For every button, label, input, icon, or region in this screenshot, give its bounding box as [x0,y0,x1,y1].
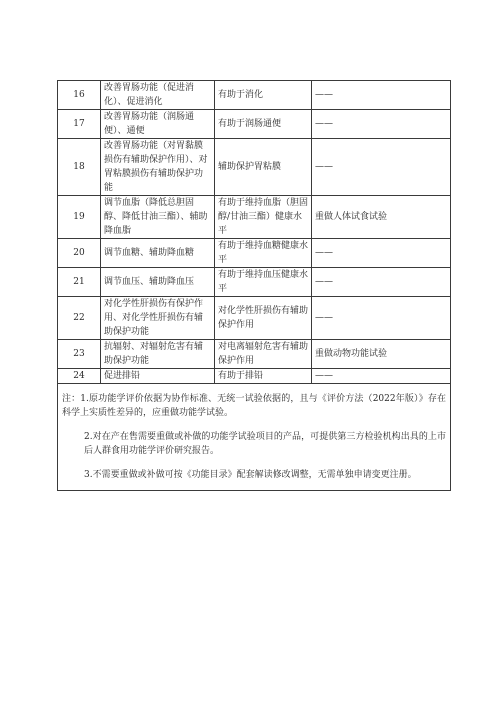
requirement-cell: 重做动物功能试验 [312,340,451,369]
table-row [58,110,451,139]
original-function-cell: 改善胃肠功能（润肠通便）、通便 [101,110,215,139]
requirement-cell: —— [312,239,451,268]
adjusted-function-cell: 有助于维持血糖健康水平 [215,239,312,268]
original-function-cell: 抗辐射、对辐射危害有辅助保护功能 [101,340,215,369]
table-row [58,268,451,297]
requirement-cell: —— [312,297,451,340]
original-function-cell: 调节血脂（降低总胆固醇、降低甘油三酯）、辅助降血脂 [101,196,215,239]
requirement-cell: —— [312,139,451,196]
original-function-cell: 对化学性肝损伤有保护作用、对化学性肝损伤有辅助保护功能 [101,297,215,340]
function-adjustment-table [57,80,451,384]
requirement-cell: —— [312,110,451,139]
table-row [58,81,451,110]
row-number: 17 [58,110,101,139]
requirement-cell: —— [312,81,451,110]
table-row [58,297,451,340]
adjusted-function-cell: 有助于润肠通便 [215,110,312,139]
table-row [58,239,451,268]
table-row [58,196,451,239]
note-3: 3.不需要重做或补做可按《功能目录》配套解读修改调整，无需单独申请变更注册。 [84,470,417,480]
adjusted-function-cell: 有助于消化 [215,81,312,110]
row-number: 16 [58,81,101,110]
row-number: 22 [58,297,101,340]
original-function-cell: 调节血糖、辅助降血糖 [101,239,215,268]
original-function-cell: 促进排铅 [101,369,215,384]
document-page [57,80,451,491]
row-number: 19 [58,196,101,239]
row-number: 24 [58,369,101,384]
table-body [58,81,451,384]
table-row [58,369,451,384]
requirement-cell: —— [312,268,451,297]
adjusted-function-cell: 对电离辐射危害有辅助保护作用 [215,340,312,369]
original-function-cell: 调节血压、辅助降血压 [101,268,215,297]
adjusted-function-cell: 辅助保护胃粘膜 [215,139,312,196]
row-number: 20 [58,239,101,268]
requirement-cell: 重做人体试食试验 [312,196,451,239]
note-1: 注：1.原功能学评价依据为协作标准、无统一试验依据的，且与《评价方法（2022年版）》存在科学上实质性差异的，应重做功能学试验。 [62,394,446,418]
table-row [58,139,451,196]
row-number: 23 [58,340,101,369]
table-row [58,340,451,369]
requirement-cell: —— [312,369,451,384]
original-function-cell: 改善胃肠功能（对胃黏膜损伤有辅助保护作用）、对胃粘膜损伤有辅助保护功能 [101,139,215,196]
original-function-cell: 改善胃肠功能（促进消化）、促进消化 [101,81,215,110]
adjusted-function-cell: 有助于排铅 [215,369,312,384]
adjusted-function-cell: 有助于维持血脂（胆固醇/甘油三酯）健康水平 [215,196,312,239]
row-number: 21 [58,268,101,297]
adjusted-function-cell: 对化学性肝损伤有辅助保护作用 [215,297,312,340]
notes-section [57,384,451,491]
adjusted-function-cell: 有助于维持血压健康水平 [215,268,312,297]
note-2: 2.对在产在售需要重做或补做的功能学试验项目的产品，可提供第三方检验机构出具的上市后人群食用功能学评价研究报告。 [84,432,446,456]
row-number: 18 [58,139,101,196]
